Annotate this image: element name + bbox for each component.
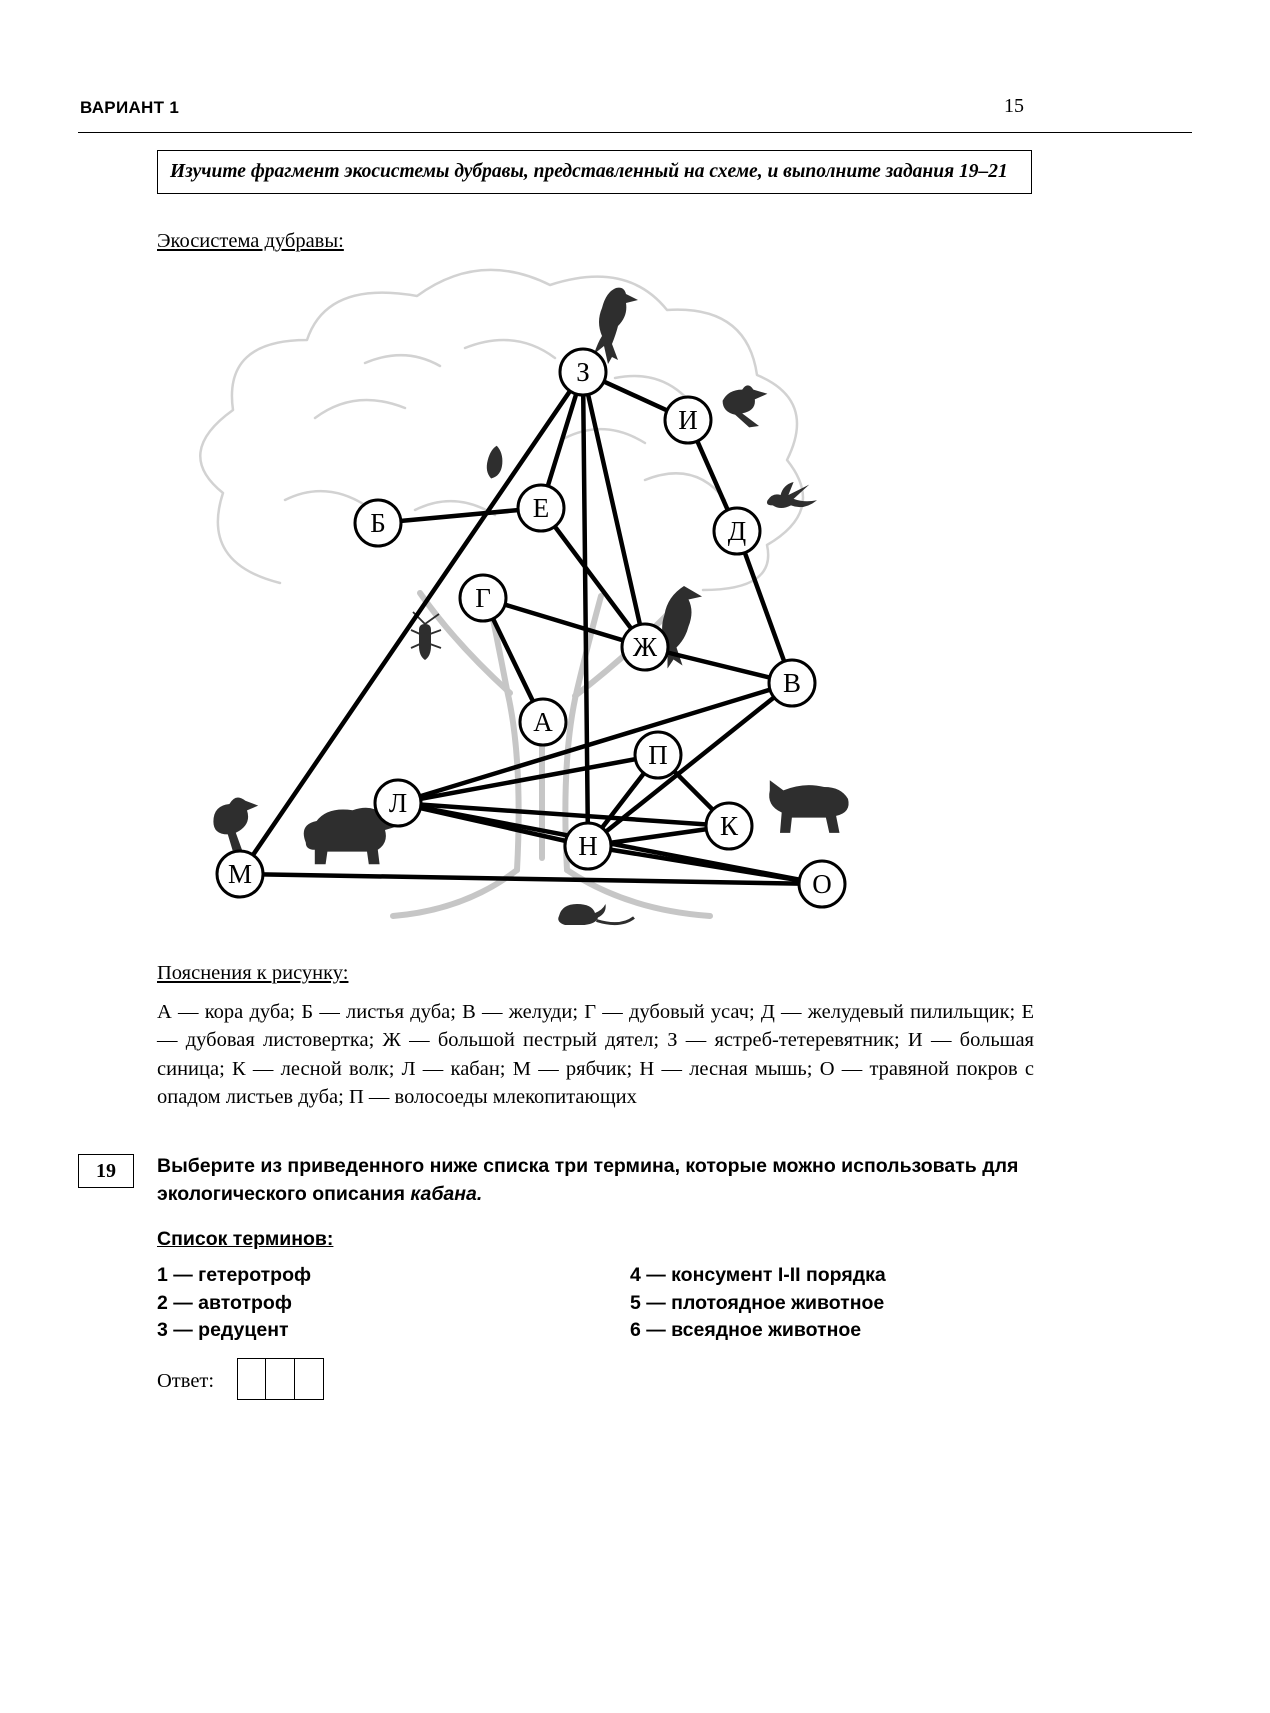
question-text [157, 1152, 1037, 1209]
svg-text:Л: Л [388, 788, 408, 818]
svg-text:А: А [533, 707, 553, 737]
answer-cell-1[interactable] [237, 1358, 267, 1400]
terms-column-left [157, 1262, 311, 1345]
svg-text:М: М [227, 859, 253, 889]
svg-text:Б: Б [370, 508, 386, 538]
diagram-node-В [769, 660, 815, 706]
answer-cell-2[interactable] [265, 1358, 295, 1400]
food-web-edge-М-О [240, 874, 822, 884]
diagram-node-Л [375, 780, 421, 826]
terms-column-right [630, 1262, 886, 1345]
term-item: 6 — всеядное животное [630, 1319, 862, 1342]
svg-text:К: К [719, 811, 739, 841]
diagram-node-З [560, 349, 606, 395]
wolf-icon [769, 780, 848, 833]
question-text-main: Выберите из приведенного ниже списка три термина, которые можно использовать для экологического описания [157, 1155, 1019, 1206]
diagram-node-Е [518, 485, 564, 531]
answer-boxes [237, 1358, 324, 1400]
diagram-node-Н [565, 823, 611, 869]
page-number: 15 [1004, 95, 1024, 117]
hawk-icon [594, 288, 638, 364]
svg-text:П: П [648, 740, 668, 770]
svg-text:Ж: Ж [632, 632, 658, 662]
answer-cell-3[interactable] [294, 1358, 324, 1400]
diagram-node-К [706, 803, 752, 849]
svg-text:Г: Г [475, 583, 491, 613]
question-number-box: 19 [78, 1154, 134, 1188]
term-item: 4 — консумент I-II порядка [630, 1264, 886, 1286]
diagram-node-Д [714, 508, 760, 554]
legend-title: Пояснения к рисунку: [157, 962, 349, 984]
sawfly-icon [767, 482, 817, 508]
grouse-icon [213, 797, 258, 850]
mouse-icon [558, 904, 634, 925]
term-item: 5 — плотоядное животное [630, 1291, 885, 1314]
diagram-node-Б [355, 500, 401, 546]
leaf-roller-icon [483, 445, 506, 481]
svg-text:И: И [678, 405, 698, 435]
svg-text:Д: Д [727, 516, 747, 546]
answer-label: Ответ: [157, 1370, 215, 1392]
svg-text:В: В [782, 668, 802, 698]
term-item: 1 — гетеротроф [157, 1264, 312, 1286]
variant-label: ВАРИАНТ 1 [80, 98, 180, 117]
header-rule [78, 132, 1192, 133]
question-text-emphasis: кабана. [410, 1183, 483, 1206]
terms-title: Список терминов: [157, 1228, 334, 1250]
food-web-edge-Б-Е [378, 508, 541, 523]
diagram-node-О [799, 861, 845, 907]
svg-text:Н: Н [578, 831, 598, 861]
diagram-node-А [520, 699, 566, 745]
food-web-edge-В-Л [398, 683, 792, 803]
diagram-node-И [665, 397, 711, 443]
diagram-node-М [217, 851, 263, 897]
diagram-node-Ж [622, 624, 668, 670]
diagram-node-П [635, 732, 681, 778]
legend-text: А — кора дуба; Б — листья дуба; В — желуди; Г — дубовый усач; Д — желудевый пилильщик; Е — дубовая листовертка; Ж — большой пестрый дятел; З — ястреб-тетеревятник; И — большая синица; К — лесной волк; Л — кабан; М — рябчик; Н — лесная мышь; О — травяной покров с опадом листьев дуба; П — волосоеды млекопитающих [157, 1001, 1034, 1108]
diagram-title: Экосистема дубравы: [157, 230, 344, 252]
svg-text:З: З [576, 357, 590, 387]
diagram-node-Г [460, 575, 506, 621]
ecosystem-diagram [165, 258, 1065, 950]
instruction-box: Изучите фрагмент экосистемы дубравы, представленный на схеме, и выполните задания 19–21 [157, 150, 1032, 194]
food-web-edge-Г-Ж [483, 598, 645, 647]
svg-text:О: О [812, 869, 832, 899]
ecosystem-diagram-svg [165, 258, 1065, 950]
oak-crown-drawing [200, 270, 803, 590]
svg-text:Е: Е [532, 493, 550, 523]
term-item: 3 — редуцент [157, 1319, 289, 1342]
term-item: 2 — автотроф [157, 1291, 292, 1314]
food-web-edge-З-Н [583, 372, 588, 846]
food-web-edge-Н-О [588, 846, 822, 884]
tit-icon [723, 385, 768, 427]
